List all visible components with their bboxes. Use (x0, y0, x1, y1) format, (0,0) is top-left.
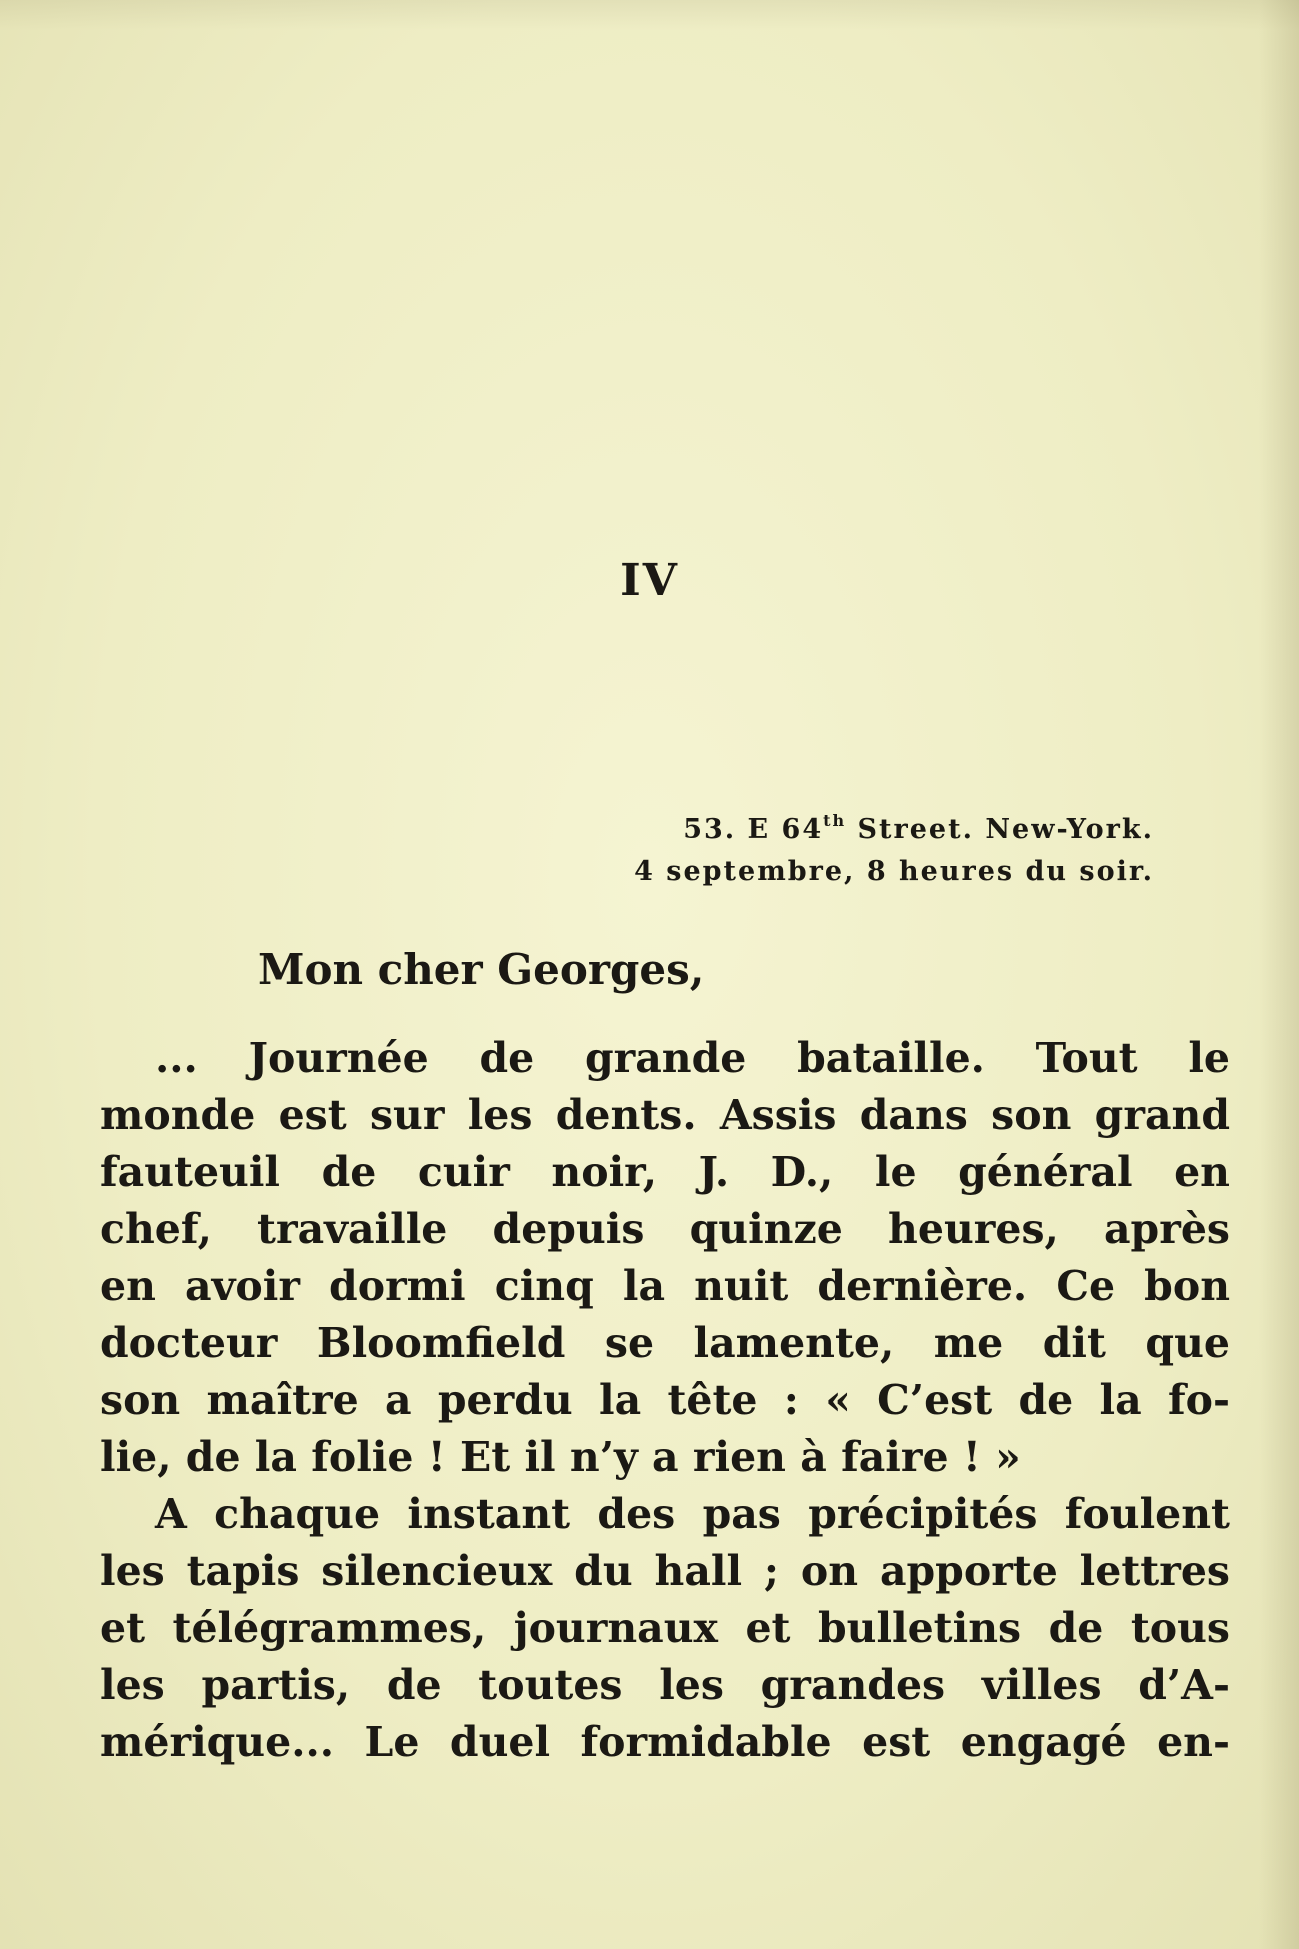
body-line: son maître a perdu la tête : « C’est de la fo- (100, 1376, 1230, 1424)
body-line: ... Journée de grande bataille. Tout le (155, 1034, 1230, 1082)
chapter-numeral: IV (620, 555, 679, 606)
address-street-part: Street. New-York. (846, 814, 1154, 845)
body-line: fauteuil de cuir noir, J. D., le général en (100, 1148, 1230, 1196)
body-line: mérique... Le duel formidable est engagé en- (100, 1718, 1230, 1766)
page-edge-shadow-right (1259, 0, 1299, 1949)
page-edge-shadow-top (0, 0, 1299, 30)
body-line: les tapis silencieux du hall ; on apporte lettres (100, 1547, 1230, 1595)
address-ordinal-suffix: th (823, 811, 847, 830)
letter-salutation: Mon cher Georges, (258, 945, 705, 994)
body-line: chef, travaille depuis quinze heures, après (100, 1205, 1230, 1253)
letter-body (100, 1030, 1230, 1771)
body-line: lie, de la folie ! Et il n’y a rien à faire ! » (100, 1433, 1021, 1481)
letter-date: 4 septembre, 8 heures du soir. (634, 856, 1154, 887)
body-line: A chaque instant des pas précipités foulent (155, 1490, 1230, 1538)
body-line: monde est sur les dents. Assis dans son grand (100, 1091, 1230, 1139)
address-number-part: 53. E 64 (683, 814, 824, 845)
body-line: docteur Bloomfield se lamente, me dit que (100, 1319, 1230, 1367)
letter-address (634, 800, 1154, 851)
body-line: et télégrammes, journaux et bulletins de tous (100, 1604, 1230, 1652)
body-line: les partis, de toutes les grandes villes d’A- (100, 1661, 1230, 1709)
letter-header (634, 800, 1154, 893)
body-line: en avoir dormi cinq la nuit dernière. Ce bon (100, 1262, 1230, 1310)
